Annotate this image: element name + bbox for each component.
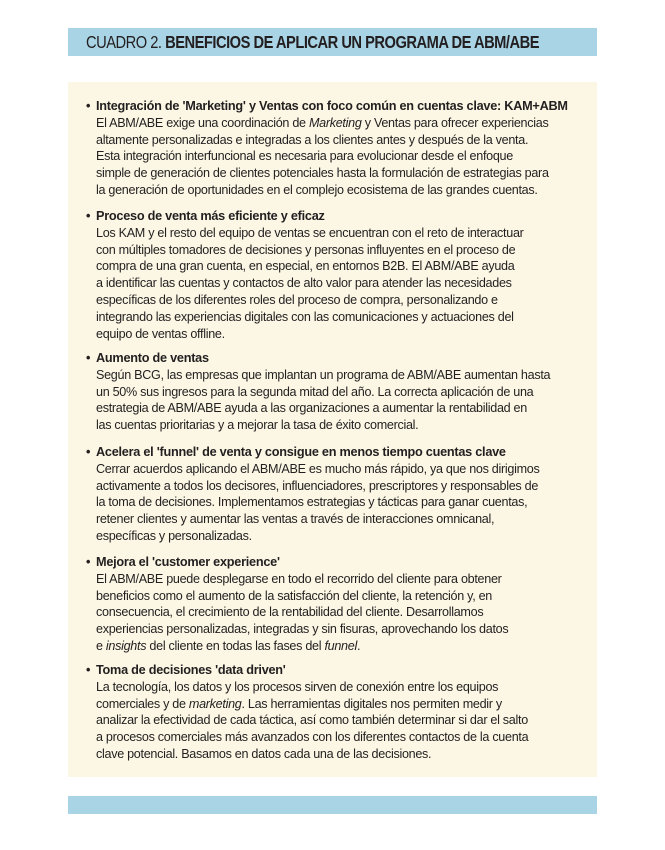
header-prefix: CUADRO 2. [86, 32, 162, 52]
section-title: • Integración de 'Marketing' y Ventas con foco común en cuentas clave: KAM+ABM [86, 99, 568, 113]
paragraph-line: las cuentas prioritarias y a mejorar la tasa de éxito comercial. [96, 418, 419, 433]
section-integracion [86, 98, 586, 199]
paragraph-line: la toma de decisiones. Implementamos estrategias y tácticas para ganar cuentas, [96, 495, 528, 510]
paragraph-line: clave potencial. Basamos en datos cada una de las decisiones. [96, 746, 432, 761]
paragraph-line: El ABM/ABE puede desplegarse en todo el recorrido del cliente para obtener [96, 571, 502, 586]
paragraph-line: Según BCG, las empresas que implantan un programa de ABM/ABE aumentan hasta [96, 367, 551, 382]
paragraph-line: Esta integración interfuncional es necesaria para evolucionar desde el enfoque [96, 149, 513, 164]
paragraph-line: altamente personalizadas e integradas a los clientes antes y después de la venta. [96, 132, 529, 147]
section-funnel [86, 444, 586, 545]
paragraph-line: activamente a todos los decisores, influenciadores, prescriptores y responsables de [96, 478, 539, 493]
paragraph-line: simple de generación de clientes potenciales hasta la formulación de estrategias para [96, 166, 549, 181]
bullet-icon: • [86, 209, 91, 223]
paragraph-line: la generación de oportunidades en el complejo ecosistema de las grandes cuentas. [96, 182, 538, 197]
paragraph-line: específicas y personalizadas. [96, 528, 252, 543]
paragraph-line: un 50% sus ingresos para la segunda mitad del año. La correcta aplicación de una [96, 384, 534, 399]
bullet-icon: • [86, 99, 91, 113]
paragraph-line: específicas de los diferentes roles del proceso de compra, personalizando e [96, 292, 498, 307]
section-customer-experience [86, 554, 586, 655]
paragraph-line: experiencias personalizadas, integradas y sin fisuras, aprovechando los datos [96, 622, 509, 637]
paragraph-line: equipo de ventas offline. [96, 326, 225, 341]
bullet-icon: • [86, 351, 91, 365]
section-title: • Toma de decisiones 'data driven' [86, 663, 286, 677]
paragraph-line: consecuencia, el crecimiento de la rentabilidad del cliente. Desarrollamos [96, 605, 484, 620]
bullet-icon: • [86, 555, 91, 569]
content-panel [68, 82, 597, 777]
section-aumento-ventas [86, 350, 586, 434]
bullet-icon: • [86, 663, 91, 677]
paragraph-line: La tecnología, los datos y los procesos sirven de conexión entre los equipos [96, 679, 499, 694]
section-title: • Aumento de ventas [86, 351, 209, 365]
section-data-driven [86, 662, 586, 763]
section-title: • Acelera el 'funnel' de venta y consigue en menos tiempo cuentas clave [86, 445, 506, 459]
section-proceso-venta [86, 208, 586, 342]
paragraph-line: compra de una gran cuenta, en especial, en entornos B2B. El ABM/ABE ayuda [96, 259, 515, 274]
paragraph-line: beneficios como el aumento de la satisfacción del cliente, la retención y, en [96, 588, 492, 603]
paragraph-line: Los KAM y el resto del equipo de ventas se encuentran con el reto de interactuar [96, 225, 524, 240]
paragraph-line: integrando las experiencias digitales con las comunicaciones y actuaciones del [96, 309, 514, 324]
header-text [86, 32, 539, 52]
header-title: BENEFICIOS DE APLICAR UN PROGRAMA DE ABM/ABE [165, 32, 540, 52]
paragraph-line: a procesos comerciales más avanzados con los diferentes contactos de la cuenta [96, 730, 529, 745]
paragraph-line: a identificar las cuentas y contactos de alto valor para atender las necesidades [96, 276, 512, 291]
paragraph-line: El ABM/ABE exige una coordinación de Marketing y Ventas para ofrecer experiencias [96, 115, 549, 130]
paragraph-line: estrategia de ABM/ABE ayuda a las organizaciones a aumentar la rentabilidad en [96, 401, 527, 416]
footer-bar [68, 796, 597, 814]
paragraph-line: e insights del cliente en todas las fases del funnel. [96, 638, 361, 653]
paragraph-line: comerciales y de marketing. Las herramientas digitales nos permiten medir y [96, 696, 502, 711]
header-bar [68, 28, 597, 56]
paragraph-line: analizar la efectividad de cada táctica, así como también determinar si dar el salto [96, 713, 528, 728]
paragraph-line: con múltiples tomadores de decisiones y personas influyentes en el proceso de [96, 242, 516, 257]
section-title: • Proceso de venta más eficiente y eficaz [86, 209, 325, 223]
paragraph-line: retener clientes y aumentar las ventas a través de interacciones omnicanal, [96, 512, 495, 527]
paragraph-line: Cerrar acuerdos aplicando el ABM/ABE es mucho más rápido, ya que nos dirigimos [96, 461, 540, 476]
section-title: • Mejora el 'customer experience' [86, 555, 280, 569]
bullet-icon: • [86, 445, 91, 459]
